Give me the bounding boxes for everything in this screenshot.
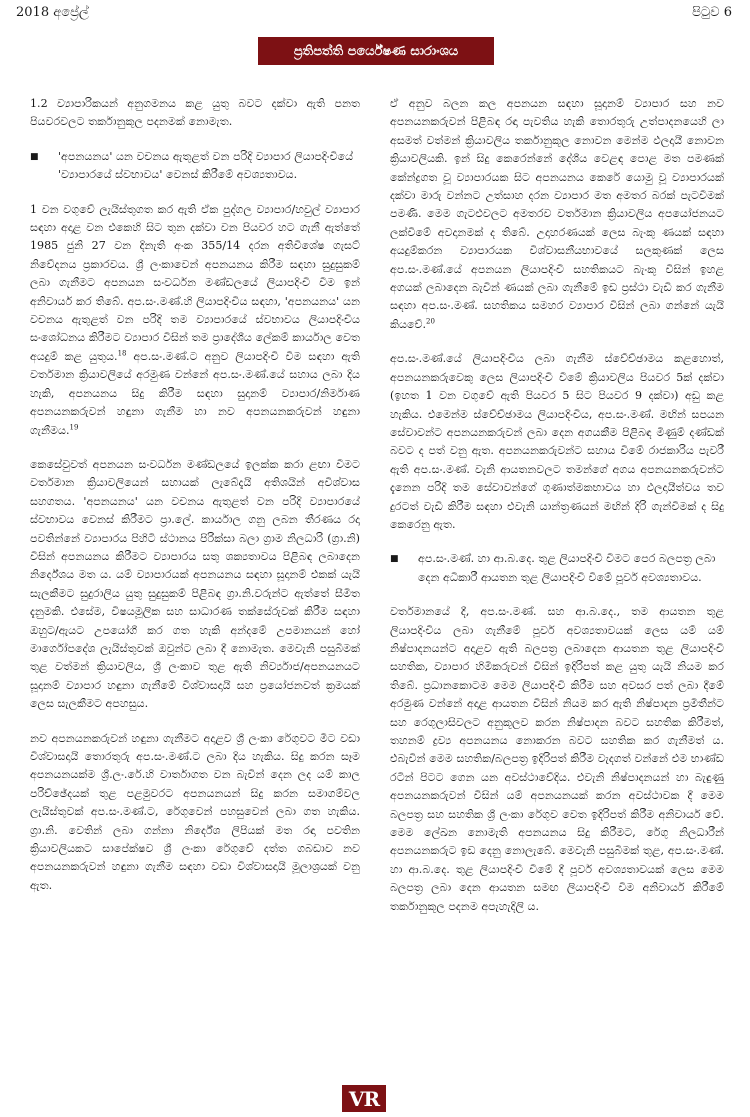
page-number: පිටුව 6	[692, 5, 732, 20]
bullet-text: 'අපනයනය' යන වචනය ඇතුළත් වන පරිදි ව්‍යාපාර ලියාපදිංචියේ 'ව්‍යාපාරයේ ස්වභාවය' වෙනස් කිරීමේ අවශ්‍යතාවය.	[58, 149, 354, 182]
bullet-item	[390, 550, 724, 587]
section-banner	[258, 37, 494, 65]
paragraph: 1.2 ව්‍යාපාරිකයන් අනුගමනය කළ යුතු බවට දක්වා ඇති පනත පියවරවලට තර්කානුකූල පදනමක් නොමැත.	[30, 97, 360, 129]
bullet-item	[30, 148, 360, 185]
paragraph-text: ඒ අනුව බලන කල අපනයන සඳහා සූදානම් ව්‍යාපාර සහ නව අපනයනකරුවන් පිළිබඳ රඳා පැවතිය හැකි තොරතුරු උත්පාදනයෙහි ලා අසමත් වත්මන් ක්‍රියාවලිය තර්කානුකූල නොවන මෙන්ම ඵලදායී නොවන ක්‍රියාවලියකි. ඉන් සිදු කෙරෙන්නේ දේශීය වෙළඳ පොළ මත පමණක් කේන්ද්‍රගත වූ ව්‍යාපාරයක සිට අපනයනය කෙරේ යොමු වූ ව්‍යාපාරයක් දක්වා මාරු වන්නට උත්සාහ දරන ව්‍යාපාර මත අමතර බරක් පැටවීමක් පමණි. මෙම ගැටළුවලට අමතරව වර්තමාන ක්‍රියාවලිය අපයෝජනයට ලක්වීමේ අවදානමක් ද තිබේ. උදාහරණයක් ලෙස බැංකු ණයක් සඳහා අයදුම්කරන ව්‍යාපාරයක විශ්වාසනීයභාවයේ සලකුණක් ලෙස අප.සං.මණ්.යේ අපනයන ලියාපදිංචි සහතිකයට බැංකු විසින් ඉහළ අගයක් ලබාදෙන බැවින් ණයක් ලබා ගැනීමේ ඉඩ ප්‍රස්ථා වැඩි කර ගැනීම සඳහා අප.සං.මණ්. සහතිකය සමහර ව්‍යාපාර විසින් ලබා ගන්නේ යැයි කියවේ.	[390, 97, 724, 331]
logo-text: VR	[348, 1086, 380, 1111]
footnote-ref: 20	[426, 317, 435, 326]
paragraph: අප.සං.මණ්.යේ ලියාපදිංචිය ලබා ගැනීම ස්වේච්ඡාමය කළහොත්, අපනයනකරුවෙකු ලෙස ලියාපදිංචි වීමේ ක්‍රියාවලිය පියවර 5ක් දක්වා (ඉහත 1 වන වගුවේ ඇති පියවර 5 සිට පියවර 9 දක්වා) අඩු කළ හැකිය. එමෙන්ම ස්වේච්ඡාමය ලියාපදිංචිය, අප.සං.මණ්. මඟින් සපයන සේවාවන්ට අපනයනකරුවන් ලබා දෙන අගයකීම පිළිබඳ මිණුම් දණ්ඩක් බවට ද පත් වනු ඇත. අපනයනකරුවන්ට සහාය වීමේ රාජකාරිය පැවරී ඇති අප.සං.මණ්. වැනි ආයතනවලට තමන්ගේ අගය අපනයනකරුවන්ට දැනෙන පරිදි තම සේවාවන්ගේ ගුණාත්මකභාවය හා ඵලදායීත්වය තව දුරටත් වැඩි කිරීම සඳහා එවැනි යාන්ත්‍රණයන් මඟින් දිරි ගැන්වීමක් ද සිදු කෙරෙනු ඇත.	[390, 352, 724, 531]
footnote-ref: 19	[69, 422, 79, 431]
footnote-ref: 18	[117, 349, 127, 358]
publisher-logo	[342, 1085, 386, 1112]
paragraph-text: අප.සං.මණ්.ට අනුව ලියාපදිංචි වීම සඳහා ඇති වර්තමාන ක්‍රියාවලියේ අරමුණ වන්නේ අප.සං.මණ්.යේ සහාය ලබා දිය හැකි, අපනයනය සිදු කිරීම සඳහා සුදානම් ව්‍යාපාර/නිර්මාණ අපනයනකරුවන් හඳුනා ගැනීම හා නව අපනයනකරුවන් හඳුනා ගැනීමය.	[30, 349, 360, 437]
issue-date: 2018 අප්‍රේල්	[16, 5, 89, 20]
square-bullet-icon: ■	[390, 554, 399, 565]
left-column	[30, 95, 360, 911]
bullet-text: අප.සං.මණ්. හා ආ.බ.දෙ. තුළ ලියාපදිංචි වීමට පෙර බලපත්‍ර ලබා දෙන අධිකාරී ආයතන තුළ ලියාපදිංචි වීමේ පූර්ව අවශ්‍යතාවය.	[418, 552, 716, 584]
paragraph: වර්තමානයේ දී, අප.සං.මණ්. සහ ආ.බ.දෙ., තම ආයතන තුළ ලියාපදිංචිය ලබා ගැනීමේ පූර්ව අවශ්‍යතාවයක් ලෙස යම් යම් නිෂ්පාදනයන්ට අදාළව ඇති බලපත්‍ර ලබාදෙන ආයතන තුළ ලියාපදිංචි සහතික, ව්‍යාපාර හිමිකරුවන් විසින් ඉදිරිපත් කළ යුතු යැයි නියම කර තිබේ. ප්‍රධානකොටම මෙම ලියාපදිංචි කිරීම සහ අවසර පත් ලබා දීමේ අරමුණ වන්නේ අදාළ ආයතන විසින් නියම කර ඇති නිෂ්පාදන ප්‍රමිතීන්ට සහ රෙගුලාසිවලට අනුකූලව කරන නිෂ්පාදන බවට සහතික කිරීමත්, තහනම් ද්‍රව්‍ය අපනයනය නොකරන බවට සහතික කර ගැනීමත් ය. එබැවින් මෙම සහතික/බලපත්‍ර ඉදිරිපත් කිරීම වැදගත් වන්නේ එම භාණ්ඩ රටින් පිටට ගෙන යන අවස්ථාවේදිය. එවැනි නිෂ්පාදනයන් හා බැඳුණු අපනයනකරුවන් විසින් යම් අපනයනයක් කරන අවස්ථාවක දී මෙම බලපත්‍ර සහ සහතික ශ්‍රී ලංකා රේගුව වෙත ඉදිරිපත් කිරීම අනිවාර්ය වේ. මෙම ලේඛන නොමැති අපනයනය සිදු කිරීමට, රේගු නිලධාරීන් අපනයනකරුට ඉඩ දෙනු නොලැබේ. මෙවැනි පසුබිමක් තුළ, අප.සං.මණ්. හා ආ.බ.දෙ. තුළ ලියාපදිංචි වීමේ දී පූර්ව අවශ්‍යතාවයක් ලෙස මෙම බලපත්‍ර ලබා දෙන ආයතන සමඟ ලියාපදිංචි වීම අනිවාර්ය කිරීමේ තර්කානුකූල පදනම අපැහැදිලි ය.	[390, 605, 724, 913]
paragraph-text: 1 වන වගුවේ ලැයිස්තුගත කර ඇති ඒක පුද්ගල ව්‍යාපාර/හවුල් ව්‍යාපාර සඳහා අදාළ වන එකෙහි සිට තුන දක්වා වන පියවර හට ගැනී ඇත්තේ 1985 ජුනි 27 වන දිනැති අංක 355/14 දරන අතිවිශේෂ ගැසට් නිවේදනය ප්‍රකාරවය. ශ්‍රී ලංකාවෙන් අපනයනය කිරීම සඳහා සුදුසුකම් ලබා ගැනීමට අපනයන සංවර්ධන මණ්ඩලයේ ලියාපදිංචි වීම ඉන් අනිවාර්ය කර තිබේ. අප.සං.මණ්.හි ලියාපදිංචිය සඳහා, 'අපනයනය' යන වචනය ඇතුළත් වන පරිදි තම ව්‍යාපාරයේ ස්වභාවය ලියාපදිංචිය සංශෝධනය කිරීමට ව්‍යාපාර විසින් තම ප්‍රාදේශීය ලේකම් කාර්යාල වෙත අයදුම් කළ යුතුය.	[30, 202, 360, 363]
right-column	[390, 95, 724, 932]
paragraph	[390, 95, 724, 334]
paragraph: නව අපනයනකරුවන් හඳුනා ගැනීමට අදාළව ශ්‍රී ලංකා රේගුවට මීට වඩා විශ්වාසදායි තොරතුරු අප.සං.මණ්.ට ලබා දිය හැකිය. සිදු කරන සෑම අපනයනයක්ම ශ්‍රී.ලං.රේ.හි වාර්තාගත වන බැවින් දෙන ලද යම් කාල පරිච්ඡේදයක් තුළ පළමුවරට අපනයනයන් සිදු කරන සමාගම්වල ලැයිස්තුවක් අප.සං.මණ්.ට, රේගුවෙන් පහසුවෙන් ලබා ගත හැකිය. ග්‍රා.නි. වෙතින් ලබා ගන්නා නිර්දේශ ලිපියක් මත රඳා පවතින ක්‍රියාවලියකට සාපේක්ෂව ශ්‍රී ලංකා රේගුවේ දත්ත ගබඩාව නව අපනයනකරුවන් හඳුනා ගැනීම සඳහා වඩා විශ්වාසදායි මූලාශ්‍රයක් වනු ඇත.	[30, 731, 360, 892]
paragraph: කෙසේවුවත් අපනයන සංවර්ධන මණ්ඩලයේ ඉලක්ක කරා ළඟා වීමට වර්තමාන ක්‍රියාවලියෙන් සහායක් ලැබේදැයි අතිශයින් අවිශ්වාස සහගතය. 'අපනයනය' යන වචනය ඇතුළත් වන පරිදි ව්‍යාපාරයේ ස්වභාවය වෙනස් කිරීමට ප්‍රා.ලේ. කාර්යාල ගනු ලබන තීරණය රදා පවතින්නේ ව්‍යාපාරය පිහිටි ස්ථානය පිරික්සා බලා ග්‍රාම නිලධාරි (ග්‍රා.නි) විසින් අපනයනය කිරීමට ව්‍යාපාරය සතු ශක්‍යතාවය පිළිබඳ ලබාදෙන නිර්දේශය මත ය. යම් ව්‍යාපාරයක් අපනයනය සඳහා සූදානම් එකක් යැයි සැලකීමට සුදුරාලිය යුතු සුදුසුකම් පිළිබඳ ග්‍රා.නි.වරුන්ට ඇත්තේ සීමිත දැනුමකි. එසේම, විෂයමූලික සහ සාධාරණ තක්සේරුවක් කිරීම සඳහා ඔහුට/ඇයට උපයෝගී කර ගත හැකි අන්දමේ උපමානයන් හෝ මාර්ගෝපදේශ ලැයිස්තුවක් ඔවුන්ට ලබා දී නොමැත. මෙවැනි පසුබිමක් තුළ වත්මන් ක්‍රියාවලිය, ශ්‍රී ලංකාව තුළ ඇති නිර්ව්‍යාජ/අපනයනයට සූදානම් ව්‍යාපාර හඳුනා ගැනීමේ විශ්වාසදායි සහ ප්‍රයෝජනවත් ක්‍රමයක් ලෙස සැලකීමට අපහසුය.	[30, 457, 360, 711]
section-title: ප්‍රතිපත්ති පර්යේෂණ සාරාංශය	[293, 43, 459, 59]
square-bullet-icon: ■	[30, 151, 39, 162]
paragraph	[30, 201, 360, 440]
